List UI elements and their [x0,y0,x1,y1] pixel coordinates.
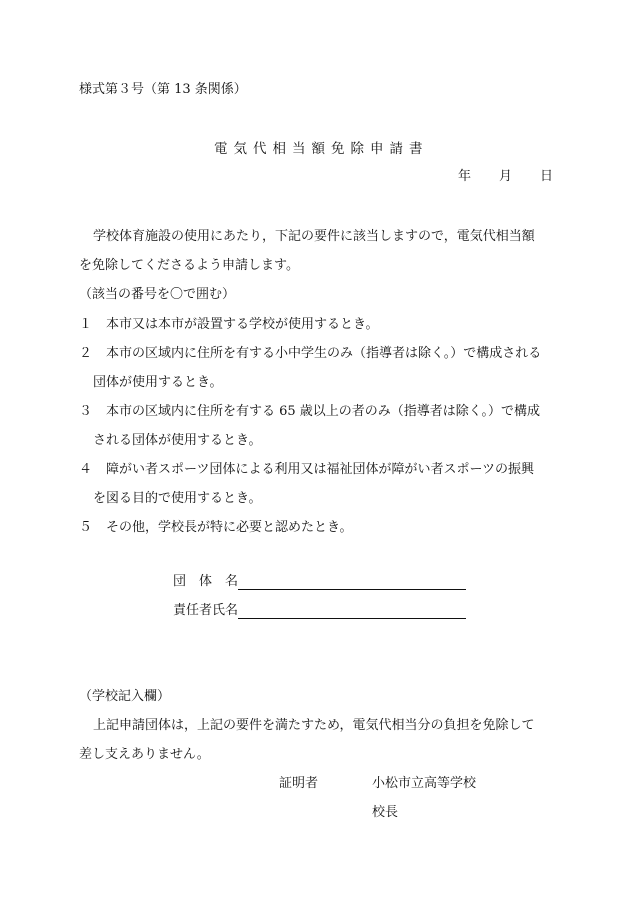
date-day: 日 [540,169,554,184]
school-section-line-1: 上記申請団体は，上記の要件を満たすため，電気代相当分の負担を免除して [93,718,535,733]
item-3-line-2: される団体が使用するとき。 [93,433,262,448]
item-2-line-2: 団体が使用するとき。 [93,375,223,390]
school-section-line-2: 差し支えありません。 [79,747,210,762]
item-1-number: １ [79,317,93,332]
date-month: 月 [499,169,513,184]
group-name-label: 団 体 名 [173,574,239,589]
form-number: 様式第３号（第 13 条関係） [79,82,247,97]
principal-label: 校長 [372,805,399,820]
item-2-line-1: 本市の区域内に住所を有する小中学生のみ（指導者は除く。）で構成される [106,346,542,361]
responsible-name-label: 責任者氏名 [173,603,239,618]
item-4-line-2: を図る目的で使用するとき。 [93,491,262,506]
item-5-number: ５ [79,520,93,535]
date-year: 年 [458,169,472,184]
item-1-line-1: 本市又は本市が設置する学校が使用するとき。 [106,317,379,332]
responsible-name-line[interactable] [238,618,466,619]
intro-line-1: 学校体育施設の使用にあたり，下記の要件に該当しますので，電気代相当額 [93,229,535,244]
instruction: （該当の番号を〇で囲む） [79,287,236,302]
item-4-line-1: 障がい者スポーツ団体による利用又は福祉団体が障がい者スポーツの振興 [106,462,534,477]
item-2-number: ２ [79,346,93,361]
intro-line-2: を免除してくださるよう申請します。 [79,258,299,273]
item-4-number: ４ [79,462,93,477]
item-3-line-1: 本市の区域内に住所を有する 65 歳以上の者のみ（指導者は除く。）で構成 [106,404,541,419]
document-title: 電気代相当額免除申請書 [214,141,429,157]
school-section-header: （学校記入欄） [79,689,171,704]
item-3-number: ３ [79,404,93,419]
group-name-line[interactable] [238,589,466,590]
certifier-label: 証明者 [279,776,319,791]
school-name: 小松市立高等学校 [372,776,477,791]
item-5-line-1: その他，学校長が特に必要と認めたとき。 [106,520,353,535]
